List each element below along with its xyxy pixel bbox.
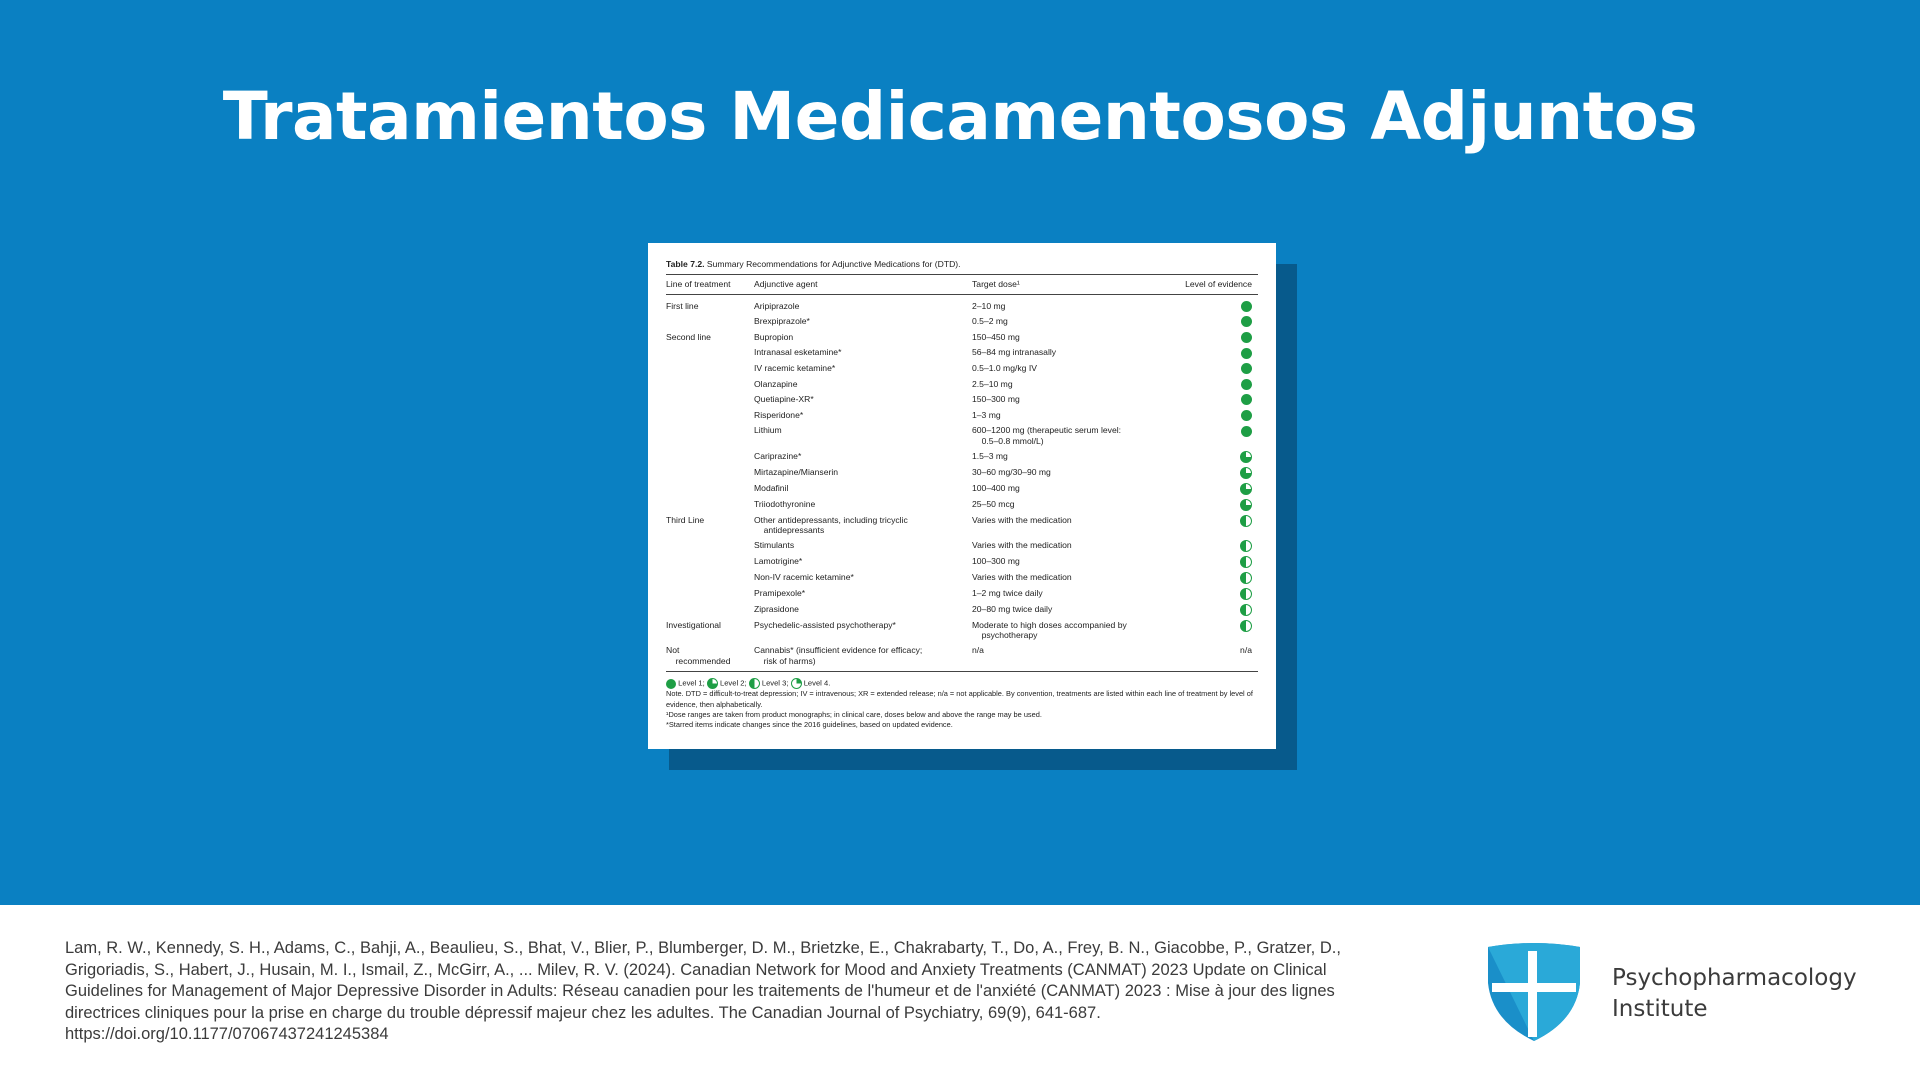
cell-dose: 150–300 mg	[972, 394, 1020, 405]
table-row	[666, 330, 1258, 346]
cell-line	[666, 588, 754, 600]
cell-dose: Varies with the medication	[972, 514, 1072, 525]
cell-dose: 0.5–1.0 mg/kg IV	[972, 362, 1037, 373]
level-3-icon	[1240, 572, 1252, 584]
level-1-icon	[1241, 348, 1252, 359]
cell-agent: Stimulants	[754, 539, 795, 550]
header-agent: Adjunctive agent	[754, 279, 818, 289]
cell-evidence	[1170, 316, 1254, 328]
cell-agent: Quetiapine-XR*	[754, 394, 814, 405]
cell-dose: 1.5–3 mg	[972, 450, 1008, 461]
cell-agent: Intranasal esketamine*	[754, 347, 842, 358]
table-header	[666, 275, 1258, 294]
cell-line: Third Line	[666, 514, 705, 525]
table-row	[666, 361, 1258, 377]
level-3-icon	[1240, 540, 1252, 552]
level-1-icon	[1241, 363, 1252, 374]
table-notes	[666, 689, 1258, 731]
table-rule-bottom	[666, 671, 1258, 672]
level-1-icon	[1241, 316, 1252, 327]
level-3-icon	[1240, 604, 1252, 616]
cell-line	[666, 483, 754, 495]
table-row	[666, 497, 1258, 513]
legend-level-1: Level 1;	[678, 678, 705, 688]
level-2-icon	[1240, 499, 1252, 511]
cell-line: First line	[666, 300, 699, 311]
table-card	[648, 243, 1276, 749]
shield-cross-icon	[1484, 943, 1584, 1043]
cell-evidence	[1170, 556, 1254, 568]
header-evidence: Level of evidence	[1185, 279, 1252, 289]
cell-agent: Triiodothyronine	[754, 498, 816, 509]
table-caption-label: Table 7.2.	[666, 259, 705, 269]
level-4-icon	[791, 678, 802, 689]
table-row	[666, 449, 1258, 465]
cell-evidence	[1170, 540, 1254, 552]
cell-agent: Lamotrigine*	[754, 555, 803, 566]
cell-agent: Olanzapine	[754, 378, 798, 389]
cell-agent: Cariprazine*	[754, 450, 802, 461]
cell-agent: Risperidone*	[754, 409, 804, 420]
table-row	[666, 602, 1258, 618]
cell-agent: Non-IV racemic ketamine*	[754, 571, 854, 582]
level-1-icon	[1241, 410, 1252, 421]
cell-agent: Psychedelic-assisted psychotherapy*	[754, 619, 896, 630]
cell-agent: Pramipexole*	[754, 587, 806, 598]
cell-line	[666, 540, 754, 552]
cell-line	[666, 499, 754, 511]
cell-evidence	[1170, 347, 1254, 359]
table-rule-mid	[666, 294, 1258, 295]
cell-dose: Moderate to high doses accompanied by psychotherapy	[972, 619, 1127, 641]
cell-line	[666, 451, 754, 463]
cell-dose: 1–2 mg twice daily	[972, 587, 1043, 598]
table-row	[666, 643, 1258, 668]
legend-level-3: Level 3;	[761, 678, 789, 688]
table-row	[666, 423, 1258, 448]
cell-line	[666, 379, 754, 391]
cell-dose: 30–60 mg/30–90 mg	[972, 466, 1051, 477]
cell-line	[666, 363, 754, 375]
level-1-icon	[1241, 394, 1252, 405]
cell-line: Not recommended	[666, 644, 731, 666]
cell-agent: Cannabis* (insufficient evidence for efficacy; risk of harms)	[754, 644, 923, 666]
table-row	[666, 513, 1258, 538]
cell-dose: 2.5–10 mg	[972, 378, 1013, 389]
cell-evidence	[1170, 620, 1254, 641]
brand-line-2: Institute	[1612, 996, 1708, 1022]
level-1-icon	[1241, 301, 1252, 312]
table-body	[666, 299, 1258, 669]
table-caption	[666, 259, 1258, 269]
cell-evidence	[1170, 467, 1254, 479]
cell-evidence	[1170, 332, 1254, 344]
header-line: Line of treatment	[666, 279, 731, 289]
level-2-icon	[707, 678, 718, 689]
table-row	[666, 586, 1258, 602]
cell-evidence	[1170, 394, 1254, 406]
cell-evidence	[1170, 379, 1254, 391]
cell-dose: Varies with the medication	[972, 539, 1072, 550]
level-3-icon	[1240, 620, 1252, 632]
level-2-icon	[1240, 451, 1252, 463]
cell-dose: Varies with the medication	[972, 571, 1072, 582]
level-2-icon	[1240, 483, 1252, 495]
citation: Lam, R. W., Kennedy, S. H., Adams, C., Bahji, A., Beaulieu, S., Bhat, V., Blier, P., Blumberger, D. M., Brietzke, E., Chakrabarty, T., Do, A., Frey, B. N., Giacobbe, P., Gratzer, D., Grigoriadis, S., Habert, J., Husain, M. I., Ismail, Z., McGirr, A., ... Milev, R. V. (2024). Canadian Network for Mood and Anxiety Treatments (CANMAT) 2023 Update on Clinical Guidelines for Management of Major Depressive Disorder in Adults: Réseau canadien pour les traitements de l'humeur et de l'anxiété (CANMAT) 2023 : Mise à jour des lignes directrices cliniques pour la prise en charge du trouble dépressif majeur chez les adultes. The Canadian Journal of Psychiatry, 69(9), 641-687. https://doi.org/10.1177/07067437241245384	[65, 939, 1341, 1043]
level-3-icon	[1240, 588, 1252, 600]
table-row	[666, 554, 1258, 570]
footer	[0, 905, 1920, 1080]
cell-dose: n/a	[972, 644, 984, 655]
brand-name	[1612, 963, 1857, 1025]
cell-agent: Modafinil	[754, 482, 789, 493]
cell-evidence	[1170, 363, 1254, 375]
cell-agent: Mirtazapine/Mianserin	[754, 466, 839, 477]
note-abbreviations: Note. DTD = difficult-to-treat depression; IV = intravenous; XR = extended release; n/a = not applicable. By convention, treatments are listed within each line of treatment by level of evidence, then alphabetically.	[666, 689, 1253, 709]
level-1-icon	[1241, 379, 1252, 390]
level-3-icon	[1240, 556, 1252, 568]
cell-line	[666, 410, 754, 422]
level-2-icon	[1240, 467, 1252, 479]
legend-level-4: Level 4.	[803, 678, 831, 688]
level-3-icon	[749, 678, 760, 689]
cell-evidence	[1170, 425, 1254, 446]
evidence-legend	[666, 678, 1258, 689]
cell-line	[666, 572, 754, 584]
cell-line	[666, 556, 754, 568]
table-row	[666, 481, 1258, 497]
cell-dose: 20–80 mg twice daily	[972, 603, 1053, 614]
cell-line: Second line	[666, 331, 711, 342]
cell-evidence	[1170, 410, 1254, 422]
level-1-icon	[1241, 426, 1252, 437]
cell-evidence	[1170, 499, 1254, 511]
cell-dose: 56–84 mg intranasally	[972, 347, 1057, 358]
cell-evidence	[1170, 301, 1254, 313]
cell-agent: Lithium	[754, 425, 782, 436]
table-row	[666, 570, 1258, 586]
cell-evidence: n/a	[1240, 644, 1252, 655]
slide-title: Tratamientos Medicamentosos Adjuntos	[222, 78, 1698, 155]
note-dose-ranges: ¹Dose ranges are taken from product monographs; in clinical care, doses below and above the range may be used.	[666, 709, 1042, 719]
cell-dose: 2–10 mg	[972, 300, 1006, 311]
cell-line	[666, 425, 754, 446]
note-starred-items: *Starred items indicate changes since the 2016 guidelines, based on updated evidence.	[666, 720, 953, 730]
cell-evidence	[1170, 483, 1254, 495]
cell-evidence	[1170, 588, 1254, 600]
cell-agent: Ziprasidone	[754, 603, 799, 614]
cell-agent: IV racemic ketamine*	[754, 362, 836, 373]
cell-dose: 25–50 mcg	[972, 498, 1015, 509]
table-caption-text: Summary Recommendations for Adjunctive Medications for (DTD).	[706, 259, 961, 269]
cell-agent: Other antidepressants, including tricyclic antidepressants	[754, 514, 908, 536]
cell-line	[666, 467, 754, 479]
legend-level-2: Level 2;	[719, 678, 747, 688]
cell-line	[666, 347, 754, 359]
cell-evidence	[1170, 451, 1254, 463]
table-row	[666, 377, 1258, 393]
table-row	[666, 345, 1258, 361]
cell-dose: 1–3 mg	[972, 409, 1001, 420]
cell-evidence	[1170, 572, 1254, 584]
cell-dose: 150–450 mg	[972, 331, 1020, 342]
cell-dose: 100–300 mg	[972, 555, 1020, 566]
cell-line	[666, 316, 754, 328]
table-row	[666, 299, 1258, 315]
table-row	[666, 314, 1258, 330]
cell-dose: 600–1200 mg (therapeutic serum level: 0.5–0.8 mmol/L)	[972, 425, 1122, 446]
cell-dose: 100–400 mg	[972, 482, 1020, 493]
table-row	[666, 465, 1258, 481]
table-row	[666, 618, 1258, 643]
header-dose: Target dose¹	[972, 279, 1020, 289]
level-1-icon	[666, 679, 676, 689]
cell-dose: 0.5–2 mg	[972, 316, 1008, 327]
cell-agent: Aripiprazole	[754, 300, 800, 311]
table-row	[666, 408, 1258, 424]
table-row	[666, 392, 1258, 408]
cell-line	[666, 394, 754, 406]
cell-line: Investigational	[666, 619, 721, 630]
cell-line	[666, 604, 754, 616]
level-3-icon	[1240, 515, 1252, 527]
cell-agent: Brexpiprazole*	[754, 316, 810, 327]
cell-agent: Bupropion	[754, 331, 794, 342]
level-1-icon	[1241, 332, 1252, 343]
table-row	[666, 538, 1258, 554]
cell-evidence	[1170, 515, 1254, 536]
brand-line-1: Psychopharmacology	[1612, 965, 1857, 991]
cell-evidence	[1170, 604, 1254, 616]
